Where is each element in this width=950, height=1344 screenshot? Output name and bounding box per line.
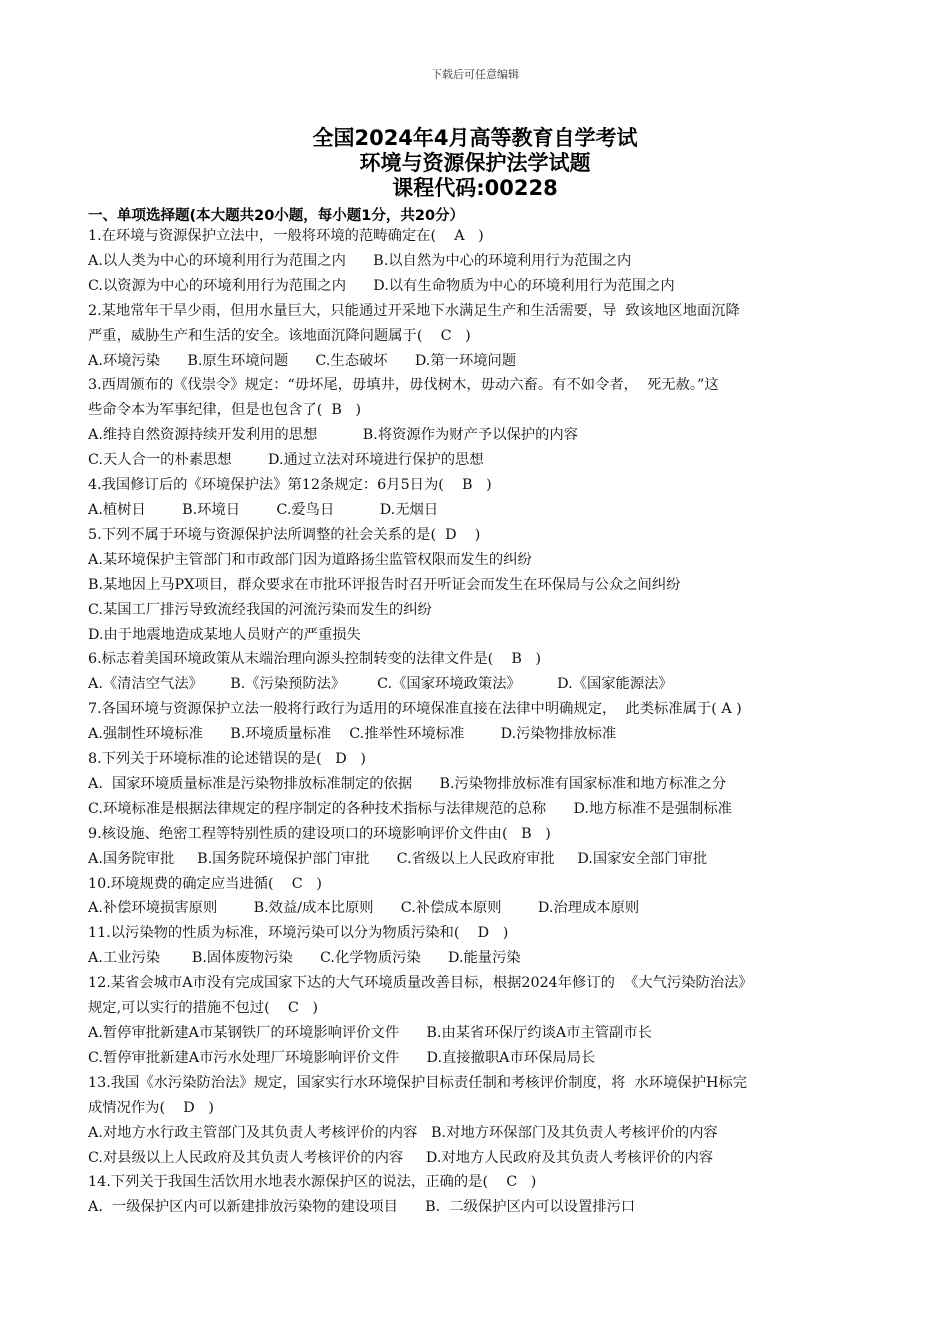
text-line: A.暂停审批新建A市某钢铁厂的环境影响评价文件 B.由某省环保厅约谈A市主管副市长 [88, 1025, 652, 1041]
header-note: 下载后可任意编辑 [431, 68, 519, 81]
text-line: 1.在环境与资源保护立法中，一般将环境的范畴确定在( A ) [88, 228, 484, 244]
text-line: 4.我国修订后的《环境保护法》第12条规定：6月5日为( B ) [88, 477, 492, 494]
text-line: 5.下列不属于环境与资源保护法所调整的社会关系的是( D ) [88, 526, 481, 543]
text-line: A.工业污染 B.固体废物污染 C.化学物质污染 D.能量污染 [88, 950, 521, 967]
text-line: A.维持自然资源持续开发利用的思想 B.将资源作为财产予以保护的内容 [88, 427, 578, 444]
text-line: 8.下列关于环境标准的论述错误的是( D ) [88, 751, 366, 768]
text-line: 6.标志着美国环境政策从末端治理向源头控制转变的法律文件是( B ) [88, 651, 542, 668]
text-line: C.某国工厂排污导致流经我国的河流污染而发生的纠纷 [88, 601, 432, 618]
text-line: A.《清洁空气法》 B.《污染预防法》 C.《国家环境政策法》 D.《国家能源法》 [88, 676, 673, 693]
text-line: 7.各国环境与资源保护立法一般将行政行为适用的环境保准直接在法律中明确规定， 此类标准属于( A ) [88, 701, 742, 718]
text-line: 成情况作为( D ) [88, 1099, 214, 1116]
text-line: A.植树日 B.环境日 C.爱鸟日 D.无烟日 [88, 501, 439, 518]
text-line: 9.核设施、绝密工程等特别性质的建设项口的环境影响评价文件由( B ) [88, 825, 551, 842]
text-line: A.环境污染 B.原生环境问题 C.生态破坏 D.第一环境问题 [88, 352, 517, 369]
text-line: C.天人合一的朴素思想 D.通过立法对环境进行保护的思想 [88, 452, 484, 469]
text-line: C.以资源为中心的环境利用行为范围之内 D.以有生命物质为中心的环境利用行为范围之内 [88, 277, 675, 294]
exam-title-line-2: 环境与资源保护法学试题 [359, 151, 591, 175]
question-list [88, 224, 868, 1220]
text-line: A.以人类为中心的环境利用行为范围之内 B.以自然为中心的环境利用行为范围之内 [88, 252, 632, 269]
text-line: 10.环境规费的确定应当进循( C ) [88, 875, 322, 892]
text-line: 12.某省会城市A市没有完成国家下达的大气环境质量改善目标，根据2024年修订的 《大气污染防治法》 [88, 975, 753, 992]
text-line: A.国务院审批 B.国务院环境保护部门审批 C.省级以上人民政府审批 D.国家安全部门审批 [88, 850, 708, 867]
text-line: A. 一级保护区内可以新建排放污染物的建设项目 B. 二级保护区内可以设置排污口 [88, 1199, 636, 1216]
text-line: 3.西周颁布的《伐崇令》规定：“毋坏尾，毋填井，毋伐树木，毋动六畜。有不如令者， 死无赦。”这 [88, 377, 719, 394]
text-line: A. 国家环境质量标准是污染物排放标准制定的依据 B.污染物排放标准有国家标准和地方标准之分 [88, 775, 727, 792]
text-line: D.由于地震地造成某地人员财产的严重损失 [88, 626, 361, 643]
section-heading: 一、单项选择题(本大题共20小题，每小题1分，共20分） [88, 208, 465, 224]
text-line: 些命令本为军事纪律，但是也包含了( B ) [88, 402, 362, 419]
text-line: C.暂停审批新建A市污水处理厂环境影响评价文件 D.直接撤职A市环保局局长 [88, 1049, 596, 1066]
text-line: 严重，威胁生产和生活的安全。该地面沉降问题属于( C ) [88, 327, 471, 344]
text-line: C.对县级以上人民政府及其负责人考核评价的内容 D.对地方人民政府及其负责人考核评价的内容 [88, 1149, 714, 1166]
text-line: C.环境标准是根据法律规定的程序制定的各种技术指标与法律规范的总称 D.地方标准不是强制标准 [88, 800, 732, 817]
text-line: 14.下列关于我国生活饮用水地表水源保护区的说法，正确的是( C ) [88, 1174, 537, 1191]
text-line: A.对地方水行政主管部门及其负责人考核评价的内容 B.对地方环保部门及其负责人考核评价的内容 [88, 1124, 718, 1141]
exam-title-line-1: 全国2024年4月高等教育自学考试 [312, 126, 638, 150]
text-line: A.补偿环境损害原则 B.效益/成本比原则 C.补偿成本原则 D.治理成本原则 [88, 900, 640, 917]
text-line: A.强制性环境标准 B.环境质量标准 C.推举性环境标准 D.污染物排放标准 [88, 726, 617, 743]
text-line: B.某地因上马PX项目，群众要求在市批环评报告时召开听证会而发生在环保局与公众之间纠纷 [88, 576, 681, 593]
text-line: 规定,可以实行的措施不包过( C ) [88, 1000, 319, 1017]
exam-title [0, 126, 950, 201]
course-code: 课程代码:00228 [392, 176, 558, 200]
text-line: A.某环境保护主管部门和市政部门因为道路扬尘监管权限而发生的纠纷 [88, 551, 532, 568]
text-line: 11.以污染物的性质为标准，环境污染可以分为物质污染和( D ) [88, 925, 509, 942]
text-line: 2.某地常年干旱少雨，但用水量巨大，只能通过开采地下水满足生产和生活需要，导 致该地区地面沉降 [88, 302, 740, 319]
text-line: 13.我国《水污染防治法》规定，国家实行水环境保护目标责任制和考核评价制度，将 水环境保护H标完 [88, 1074, 748, 1091]
